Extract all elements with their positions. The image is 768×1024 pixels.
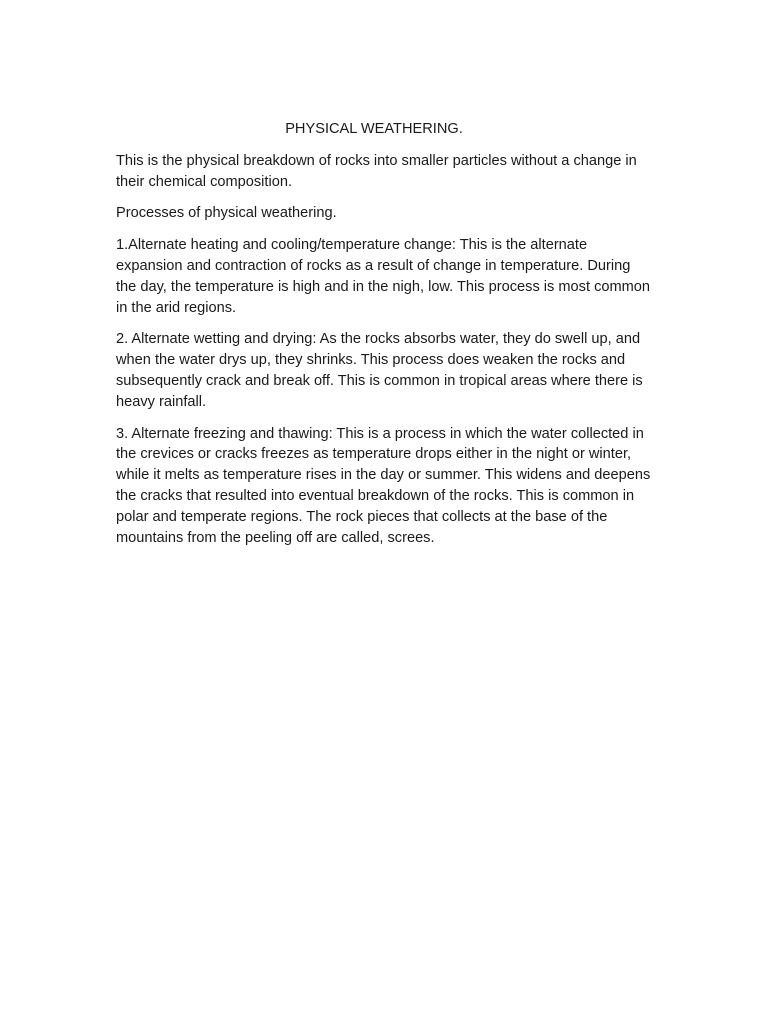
document-title: PHYSICAL WEATHERING. xyxy=(285,121,463,137)
process-wetting-drying-paragraph: 2. Alternate wetting and drying: As the rocks absorbs water, they do swell up, and when the water drys up, they shrinks. This process does weaken the rocks and subsequently crack and break off. This is common in tropical areas where there is heavy rainfall. xyxy=(116,331,643,410)
definition-paragraph: This is the physical breakdown of rocks into smaller particles without a change in their chemical composition. xyxy=(116,152,637,190)
processes-heading: Processes of physical weathering. xyxy=(116,205,337,222)
process-heating-cooling-paragraph: 1.Alternate heating and cooling/temperature change: This is the alternate expansion and contraction of rocks as a result of change in temperature. During the day, the temperature is high and in the nigh, low. This process is most common in the arid regions. xyxy=(116,237,651,316)
process-freezing-thawing-paragraph: 3. Alternate freezing and thawing: This is a process in which the water collected in the crevices or cracks freezes as temperature drops either in the night or winter, while it melts as temperature rises in the day or summer. This widens and deepens the cracks that resulted into eventual breakdown of the rocks. This is common in polar and temperate regions. The rock pieces that collects at the base of the mountains from the peeling off are called, screes. xyxy=(116,425,651,546)
document-body xyxy=(116,119,652,559)
